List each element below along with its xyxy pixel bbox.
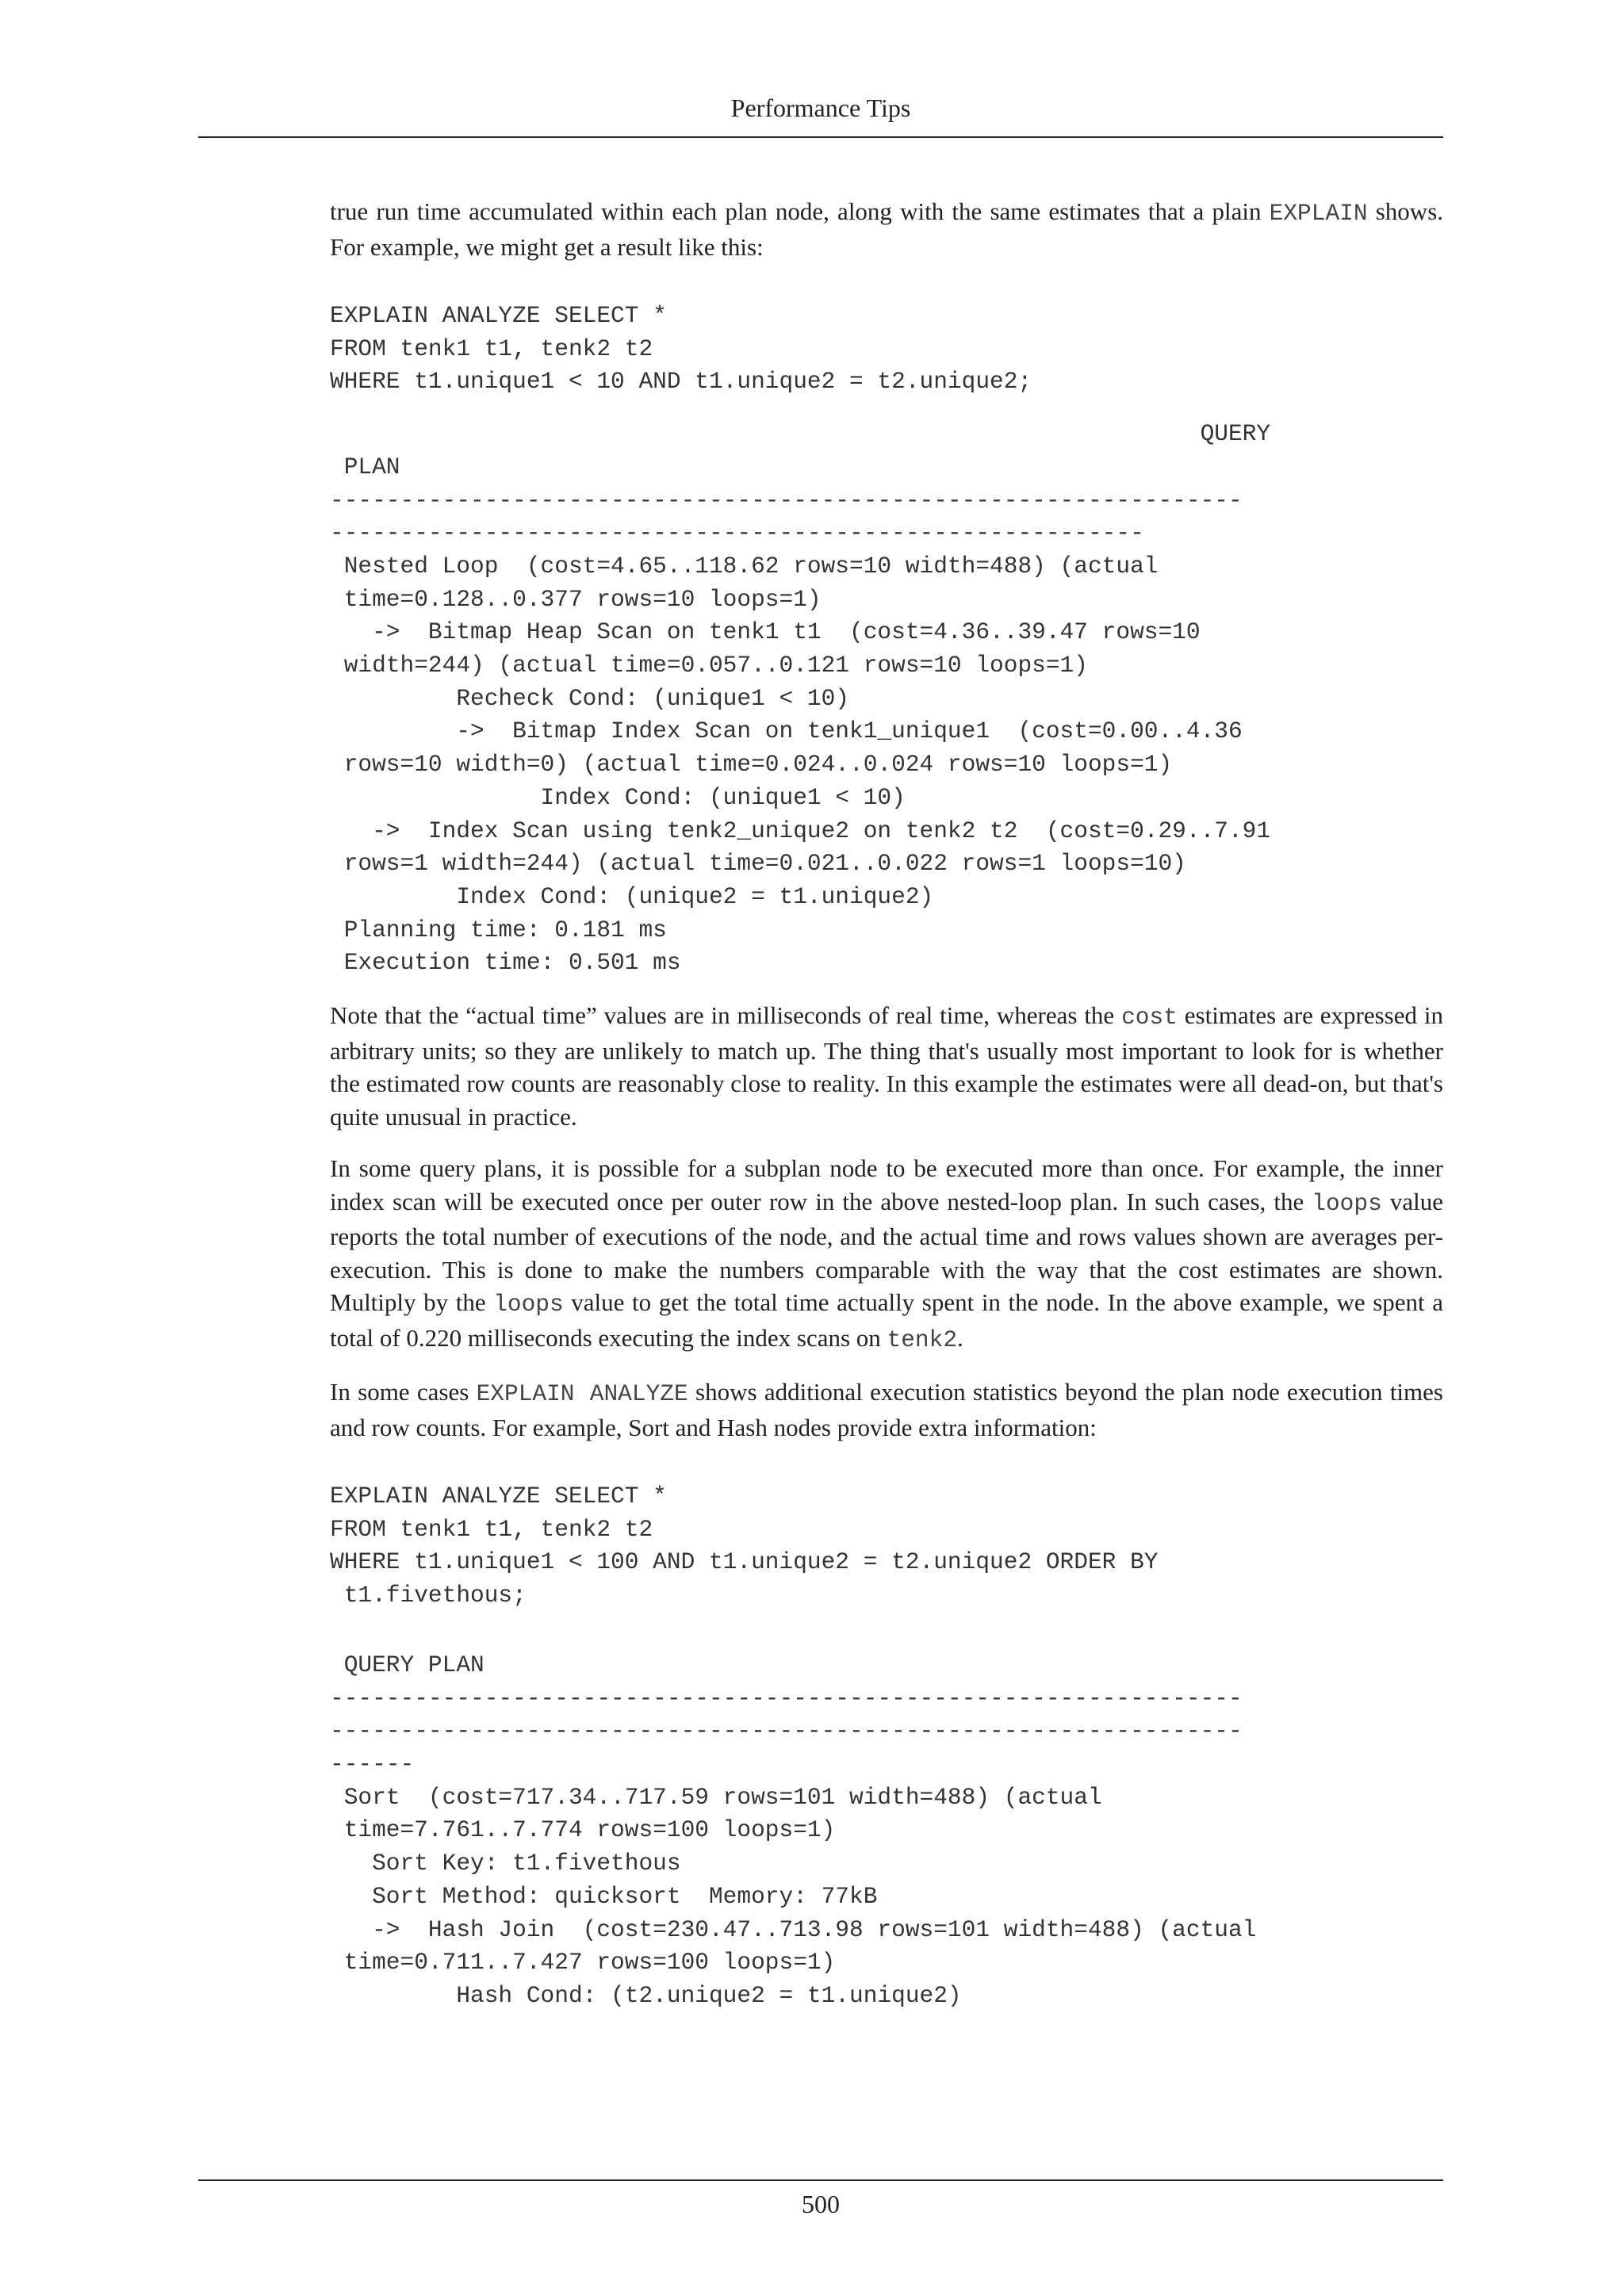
example1-query: EXPLAIN ANALYZE SELECT * FROM tenk1 t1, tenk2 t2 WHERE t1.unique1 < 10 AND t1.unique2 = t2.unique2; (330, 302, 1032, 396)
p2-text-4: . (957, 1323, 963, 1352)
footer-rule (198, 2179, 1443, 2181)
running-header: Performance Tips (730, 94, 911, 122)
p1-text-2: estimates are expressed in arbitrary units; so they are unlikely to match up. The thing that's usually most important to look for is whether the estimated row counts are reasonably close to reality. In this example the estimates were all dead-on, but that's quite unusual in practice. (330, 1001, 1443, 1131)
intro-text-1: true run time accumulated within each plan node, along with the same estimates that a plain (330, 197, 1270, 225)
p3-text-2: shows additional execution statistics beyond the plan node execution times and row counts. For example, Sort and Hash nodes provide extra information: (330, 1378, 1443, 1441)
header-rule (198, 136, 1443, 138)
p1-text-1: Note that the “actual time” values are in milliseconds of real time, whereas the (330, 1001, 1122, 1030)
p3-text-1: In some cases (330, 1378, 477, 1406)
intro-text-2: shows. For example, we might get a result like this: (330, 197, 1444, 261)
p2-text-3: value to get the total time actually spent in the node. In the above example, we spent a total of 0.220 milliseconds executing the index scans on (330, 1288, 1443, 1352)
inline-code-explain: EXPLAIN (1269, 200, 1368, 227)
statistics-paragraph (330, 1376, 1443, 1444)
example2-plan: QUERY PLAN ----------------------------------------------------------------- ----------------------------------------------------------------- ------ Sort (cost=717.34..717.59 rows=101 width=488) (actual time=7.761..7.774 rows=100 loops=1) Sort Key: t1.fivethous Sort Method: quicksort Memory: 77kB -> Hash Join (cost=230.47..713.98 rows=101 width=488) (actual time=0.711..7.427 rows=100 loops=1) Hash Cond: (t2.unique2 = t1.unique2) (330, 1651, 1257, 2009)
loops-paragraph (330, 1152, 1443, 1357)
example2-query: EXPLAIN ANALYZE SELECT * FROM tenk1 t1, tenk2 t2 WHERE t1.unique1 < 100 AND t1.unique2 = t2.unique2 ORDER BY t1.fivethous; (330, 1483, 1159, 1609)
inline-code-loops-2: loops (493, 1291, 564, 1318)
example1-plan: QUERY PLAN ----------------------------------------------------------------- ---------------------------------------------------------- Nested Loop (cost=4.65..118.62 rows=10 width=488) (actual time=0.128..0.377 rows=10 loops=1) -> Bitmap Heap Scan on tenk1 t1 (cost=4.36..39.47 rows=10 width=244) (actual time=0.057..0.121 rows=10 loops=1) Recheck Cond: (unique1 < 10) -> Bitmap Index Scan on tenk1_unique1 (cost=0.00..4.36 rows=10 width=0) (actual time=0.024..0.024 rows=10 loops=1) Index Cond: (unique1 < 10) -> Index Scan using tenk2_unique2 on tenk2 t2 (cost=0.29..7.91 rows=1 width=244) (actual time=0.021..0.022 rows=1 loops=10) Index Cond: (unique2 = t1.unique2) Planning time: 0.181 ms Execution time: 0.501 ms (330, 420, 1271, 977)
inline-code-tenk2: tenk2 (887, 1326, 958, 1353)
page-number: 500 (802, 2190, 840, 2218)
p2-text-1: In some query plans, it is possible for a subplan node to be executed more than once. For example, the inner index scan will be executed once per outer row in the above nested-loop plan. In such cases, the (330, 1154, 1443, 1215)
inline-code-loops: loops (1312, 1189, 1382, 1217)
intro-paragraph (330, 195, 1443, 263)
p2-text-2: value reports the total number of executions of the node, and the actual time and rows values shown are averages per-execution. This is done to make the numbers comparable with the way that the cost estimates are shown. Multiply by the (330, 1187, 1443, 1317)
page-content (330, 195, 1443, 2013)
inline-code-cost: cost (1121, 1004, 1178, 1031)
inline-code-explain-analyze: EXPLAIN ANALYZE (476, 1380, 688, 1408)
actual-time-paragraph (330, 999, 1443, 1133)
